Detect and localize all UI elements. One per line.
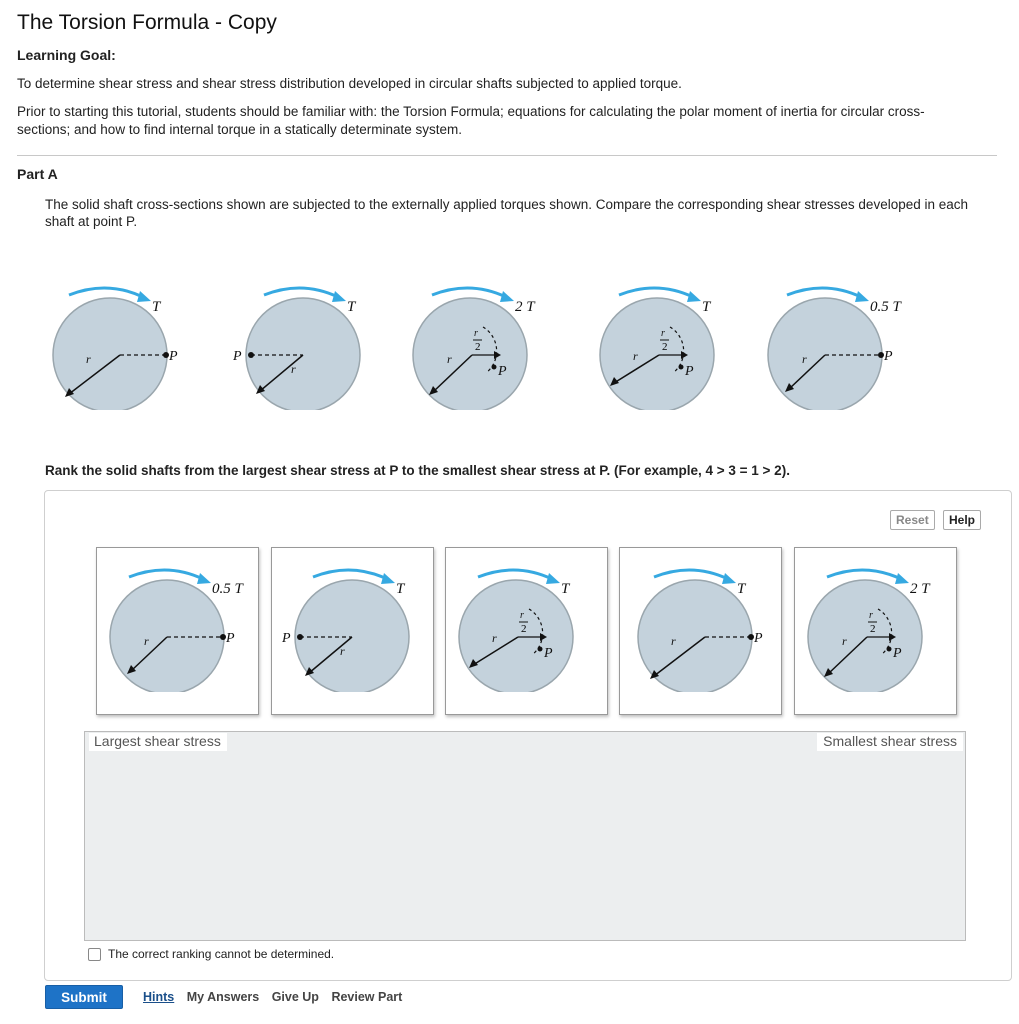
svg-text:2 T: 2 T (515, 299, 535, 315)
svg-text:2: 2 (870, 623, 876, 635)
page-title: The Torsion Formula - Copy (17, 11, 277, 34)
cannot-determine-checkbox[interactable] (88, 948, 101, 961)
shaft-figure-5 (765, 280, 905, 410)
svg-text:2: 2 (662, 341, 668, 353)
review-part-link[interactable]: Review Part (331, 990, 403, 1004)
svg-text:r: r (86, 352, 91, 366)
svg-text:0.5 T: 0.5 T (870, 299, 901, 315)
svg-text:P: P (226, 631, 235, 646)
svg-text:P: P (893, 646, 902, 661)
svg-text:T: T (561, 581, 570, 597)
ranking-drop-zone[interactable] (84, 731, 966, 941)
svg-text:2 T: 2 T (910, 581, 930, 597)
svg-text:P: P (282, 631, 291, 646)
svg-text:r: r (340, 644, 345, 658)
svg-text:T: T (152, 299, 161, 315)
help-button[interactable]: Help (943, 510, 981, 530)
svg-text:P: P (544, 646, 553, 661)
cannot-determine-text: The correct ranking cannot be determined. (108, 947, 335, 961)
svg-text:P: P (169, 349, 178, 364)
svg-text:r: r (291, 362, 296, 376)
rank-card-1[interactable] (96, 547, 259, 715)
shaft-diagram (45, 280, 185, 410)
shaft-figure-1 (45, 280, 185, 410)
svg-text:P: P (754, 631, 763, 646)
prior-knowledge-text: Prior to starting this tutorial, students should be familiar with: the Torsion Formula; equations for calculating the polar moment of inertia for circular cross-sections; and how to find internal torque in a statically determinate system. (17, 104, 925, 137)
smallest-shear-label: Smallest shear stress (817, 733, 963, 751)
rank-instruction: Rank the solid shafts from the largest shear stress at P to the smallest shear stress at P. (For example, 4 > 3 = 1 > 2). (45, 463, 790, 478)
part-description: The solid shaft cross-sections shown are subjected to the externally applied torques shown. Compare the corresponding shear stresses developed in each shaft at point P. (45, 197, 969, 229)
my-answers-link[interactable]: My Answers (186, 990, 260, 1004)
svg-text:r: r (492, 631, 497, 645)
svg-text:P: P (685, 364, 694, 379)
svg-text:P: P (884, 349, 893, 364)
cannot-determine-option[interactable] (88, 947, 334, 961)
svg-text:T: T (396, 581, 405, 597)
largest-shear-label: Largest shear stress (89, 733, 227, 751)
svg-text:P: P (233, 349, 242, 364)
shaft-figures (45, 280, 925, 410)
shaft-figure-2 (233, 280, 373, 410)
rank-card-5[interactable] (794, 547, 957, 715)
part-label: Part A (17, 166, 58, 182)
svg-text:r: r (144, 634, 149, 648)
learning-goal-label: Learning Goal: (17, 47, 116, 63)
svg-text:r: r (661, 328, 665, 339)
submit-button[interactable]: Submit (45, 985, 123, 1009)
svg-text:0.5 T: 0.5 T (212, 581, 243, 597)
rank-card-3[interactable] (445, 547, 608, 715)
ranking-panel (44, 490, 1012, 981)
shaft-figure-3 (410, 280, 550, 410)
reset-button[interactable]: Reset (890, 510, 935, 530)
svg-text:r: r (671, 634, 676, 648)
svg-text:T: T (702, 299, 711, 315)
svg-text:2: 2 (521, 623, 527, 635)
svg-text:r: r (474, 328, 478, 339)
divider (17, 155, 997, 156)
answer-links (143, 990, 411, 1004)
hints-link[interactable]: Hints (143, 990, 175, 1004)
svg-text:2: 2 (475, 341, 481, 353)
svg-text:P: P (498, 364, 507, 379)
svg-text:T: T (737, 581, 746, 597)
learning-goal-text: To determine shear stress and shear stress distribution developed in circular shafts subjected to applied torque. (17, 76, 682, 91)
rank-card-2[interactable] (271, 547, 434, 715)
svg-text:r: r (447, 352, 452, 366)
shaft-figure-4 (597, 280, 737, 410)
svg-text:r: r (842, 634, 847, 648)
svg-text:r: r (802, 352, 807, 366)
shaft-diagram (107, 562, 247, 692)
svg-text:r: r (520, 610, 524, 621)
svg-text:r: r (633, 349, 638, 363)
rank-card-4[interactable] (619, 547, 782, 715)
svg-text:r: r (869, 610, 873, 621)
give-up-link[interactable]: Give Up (271, 990, 319, 1004)
svg-text:T: T (347, 299, 356, 315)
